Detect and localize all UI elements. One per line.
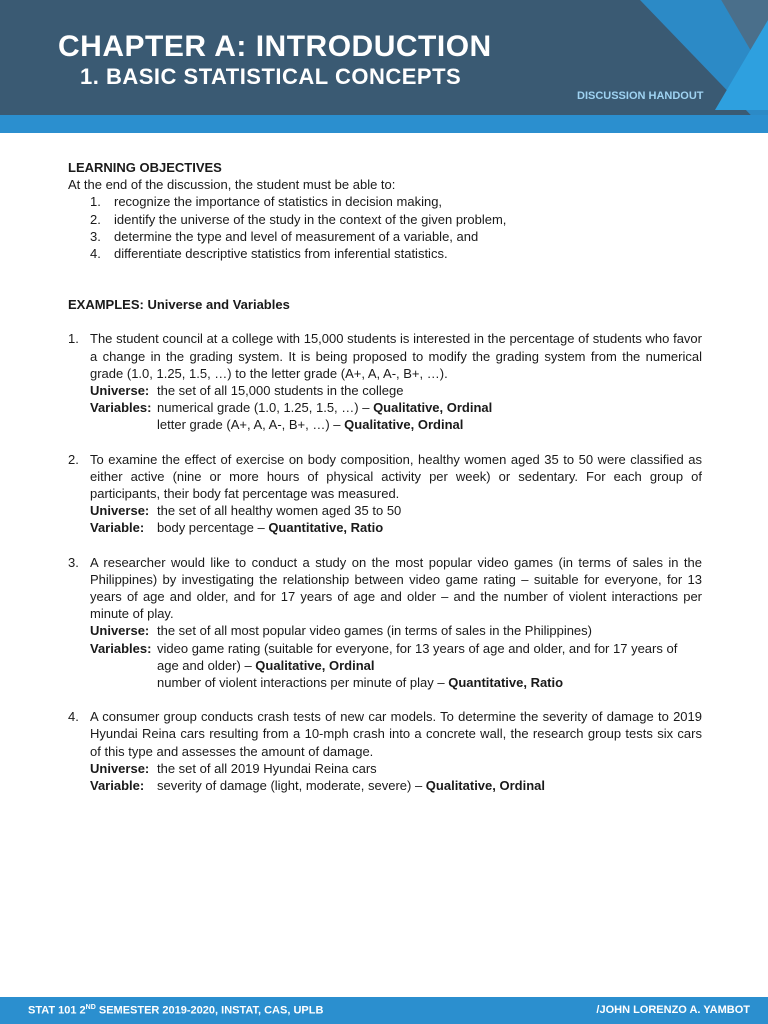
example-item [68,330,702,433]
examples-heading: EXAMPLES: Universe and Variables [68,297,290,313]
variable-classification: Quantitative, Ratio [448,675,564,691]
example-text: A researcher would like to conduct a study on the most popular video games (in terms of sales in the Philippines) by investigating the relationship between video game rating – suitable for everyone, for 13 years of age and older, and for 17 years of age and older – and the number of violent interactions per minute of play. [90,554,702,622]
page-content [68,159,702,794]
objective-text: determine the type and level of measurement of a variable, and [114,228,479,244]
universe-row [90,622,702,639]
example-item [68,554,702,692]
universe-text: the set of all healthy women aged 35 to 50 [157,503,402,519]
variable-row [90,777,702,794]
variable-row [90,674,702,691]
variable-classification: Qualitative, Ordinal [255,657,375,673]
objective-number: 4. [90,246,101,262]
example-number: 3. [68,554,79,570]
objective-number: 3. [90,228,101,244]
examples-list [68,330,702,794]
variables-label: Variable: [90,778,145,794]
objective-number: 2. [90,211,101,227]
variable-text: severity of damage (light, moderate, severe) – Qualitative, Ordinal [157,778,545,794]
header-stripe [0,115,768,133]
variable-text: body percentage – Quantitative, Ratio [157,520,384,536]
objective-text: differentiate descriptive statistics from inferential statistics. [114,246,448,262]
universe-row [90,760,702,777]
variable-row [90,519,702,536]
objective-item [90,228,702,245]
objective-item [90,245,702,262]
page-header [0,0,768,133]
variable-row [90,399,702,416]
example-number: 4. [68,709,79,725]
variable-row [90,416,702,433]
objective-item [90,193,702,210]
objective-item [90,211,702,228]
variables-label: Variable: [90,520,145,536]
example-text: To examine the effect of exercise on body composition, healthy women aged 35 to 50 were classified as either active (nine or more hours of physical activity per week) or sedentary. For each group of participants, their body fat percentage was measured. [90,451,702,502]
objective-text: identify the universe of the study in the context of the given problem, [114,211,507,227]
variables-label: Variables: [90,640,152,656]
variable-row [90,640,702,674]
variable-text: number of violent interactions per minute of play – Quantitative, Ratio [157,675,564,691]
universe-row [90,502,702,519]
variable-classification: Qualitative, Ordinal [373,400,493,416]
universe-text: the set of all 15,000 students in the college [157,383,404,399]
variable-classification: Qualitative, Ordinal [344,417,464,433]
example-text: A consumer group conducts crash tests of new car models. To determine the severity of damage to 2019 Hyundai Reina cars resulting from a 10-mph crash into a concrete wall, the research group tests six cars of this type and assesses the amount of damage. [90,709,702,759]
example-item [68,451,702,537]
variable-text: numerical grade (1.0, 1.25, 1.5, …) – Qualitative, Ordinal [157,400,493,416]
variable-text: video game rating (suitable for everyone, for 13 years of age and older, and for 17 years of age and older) – Qualitative, Ordinal [157,640,678,673]
example-text: The student council at a college with 15,000 students is interested in the percentage of students who favor a change in the grading system. It is being proposed to modify the grading system from the numerical grade (1.0, 1.25, 1.5, …) to the letter grade (A+, A, A-, B+, …). [90,331,702,381]
universe-label: Universe: [90,383,150,399]
objectives-list [68,193,702,262]
objective-number: 1. [90,194,101,210]
universe-text: the set of all most popular video games (in terms of sales in the Philippines) [157,623,592,639]
section-title: 1. BASIC STATISTICAL CONCEPTS [80,64,462,89]
universe-label: Universe: [90,623,150,639]
variable-text: letter grade (A+, A, A-, B+, …) – Qualitative, Ordinal [157,417,464,433]
variable-classification: Quantitative, Ratio [268,520,384,536]
page-footer [0,997,768,1024]
universe-label: Universe: [90,503,150,519]
variable-classification: Qualitative, Ordinal [425,778,545,794]
variables-label: Variables: [90,400,152,416]
objectives-intro: At the end of the discussion, the student must be able to: [68,177,396,193]
handout-tag: DISCUSSION HANDOUT [577,90,704,102]
example-number: 2. [68,451,79,467]
chapter-title: CHAPTER A: INTRODUCTION [58,30,492,63]
universe-text: the set of all 2019 Hyundai Reina cars [157,760,377,776]
objective-text: recognize the importance of statistics in decision making, [114,194,443,210]
objectives-heading: LEARNING OBJECTIVES [68,160,222,175]
course-info: STAT 101 2ND SEMESTER 2019-2020, INSTAT, CAS, UPLB [28,1004,324,1017]
universe-label: Universe: [90,760,150,776]
example-item [68,708,702,794]
universe-row [90,382,702,399]
author-name: /JOHN LORENZO A. YAMBOT [596,1004,750,1016]
example-number: 1. [68,331,79,347]
